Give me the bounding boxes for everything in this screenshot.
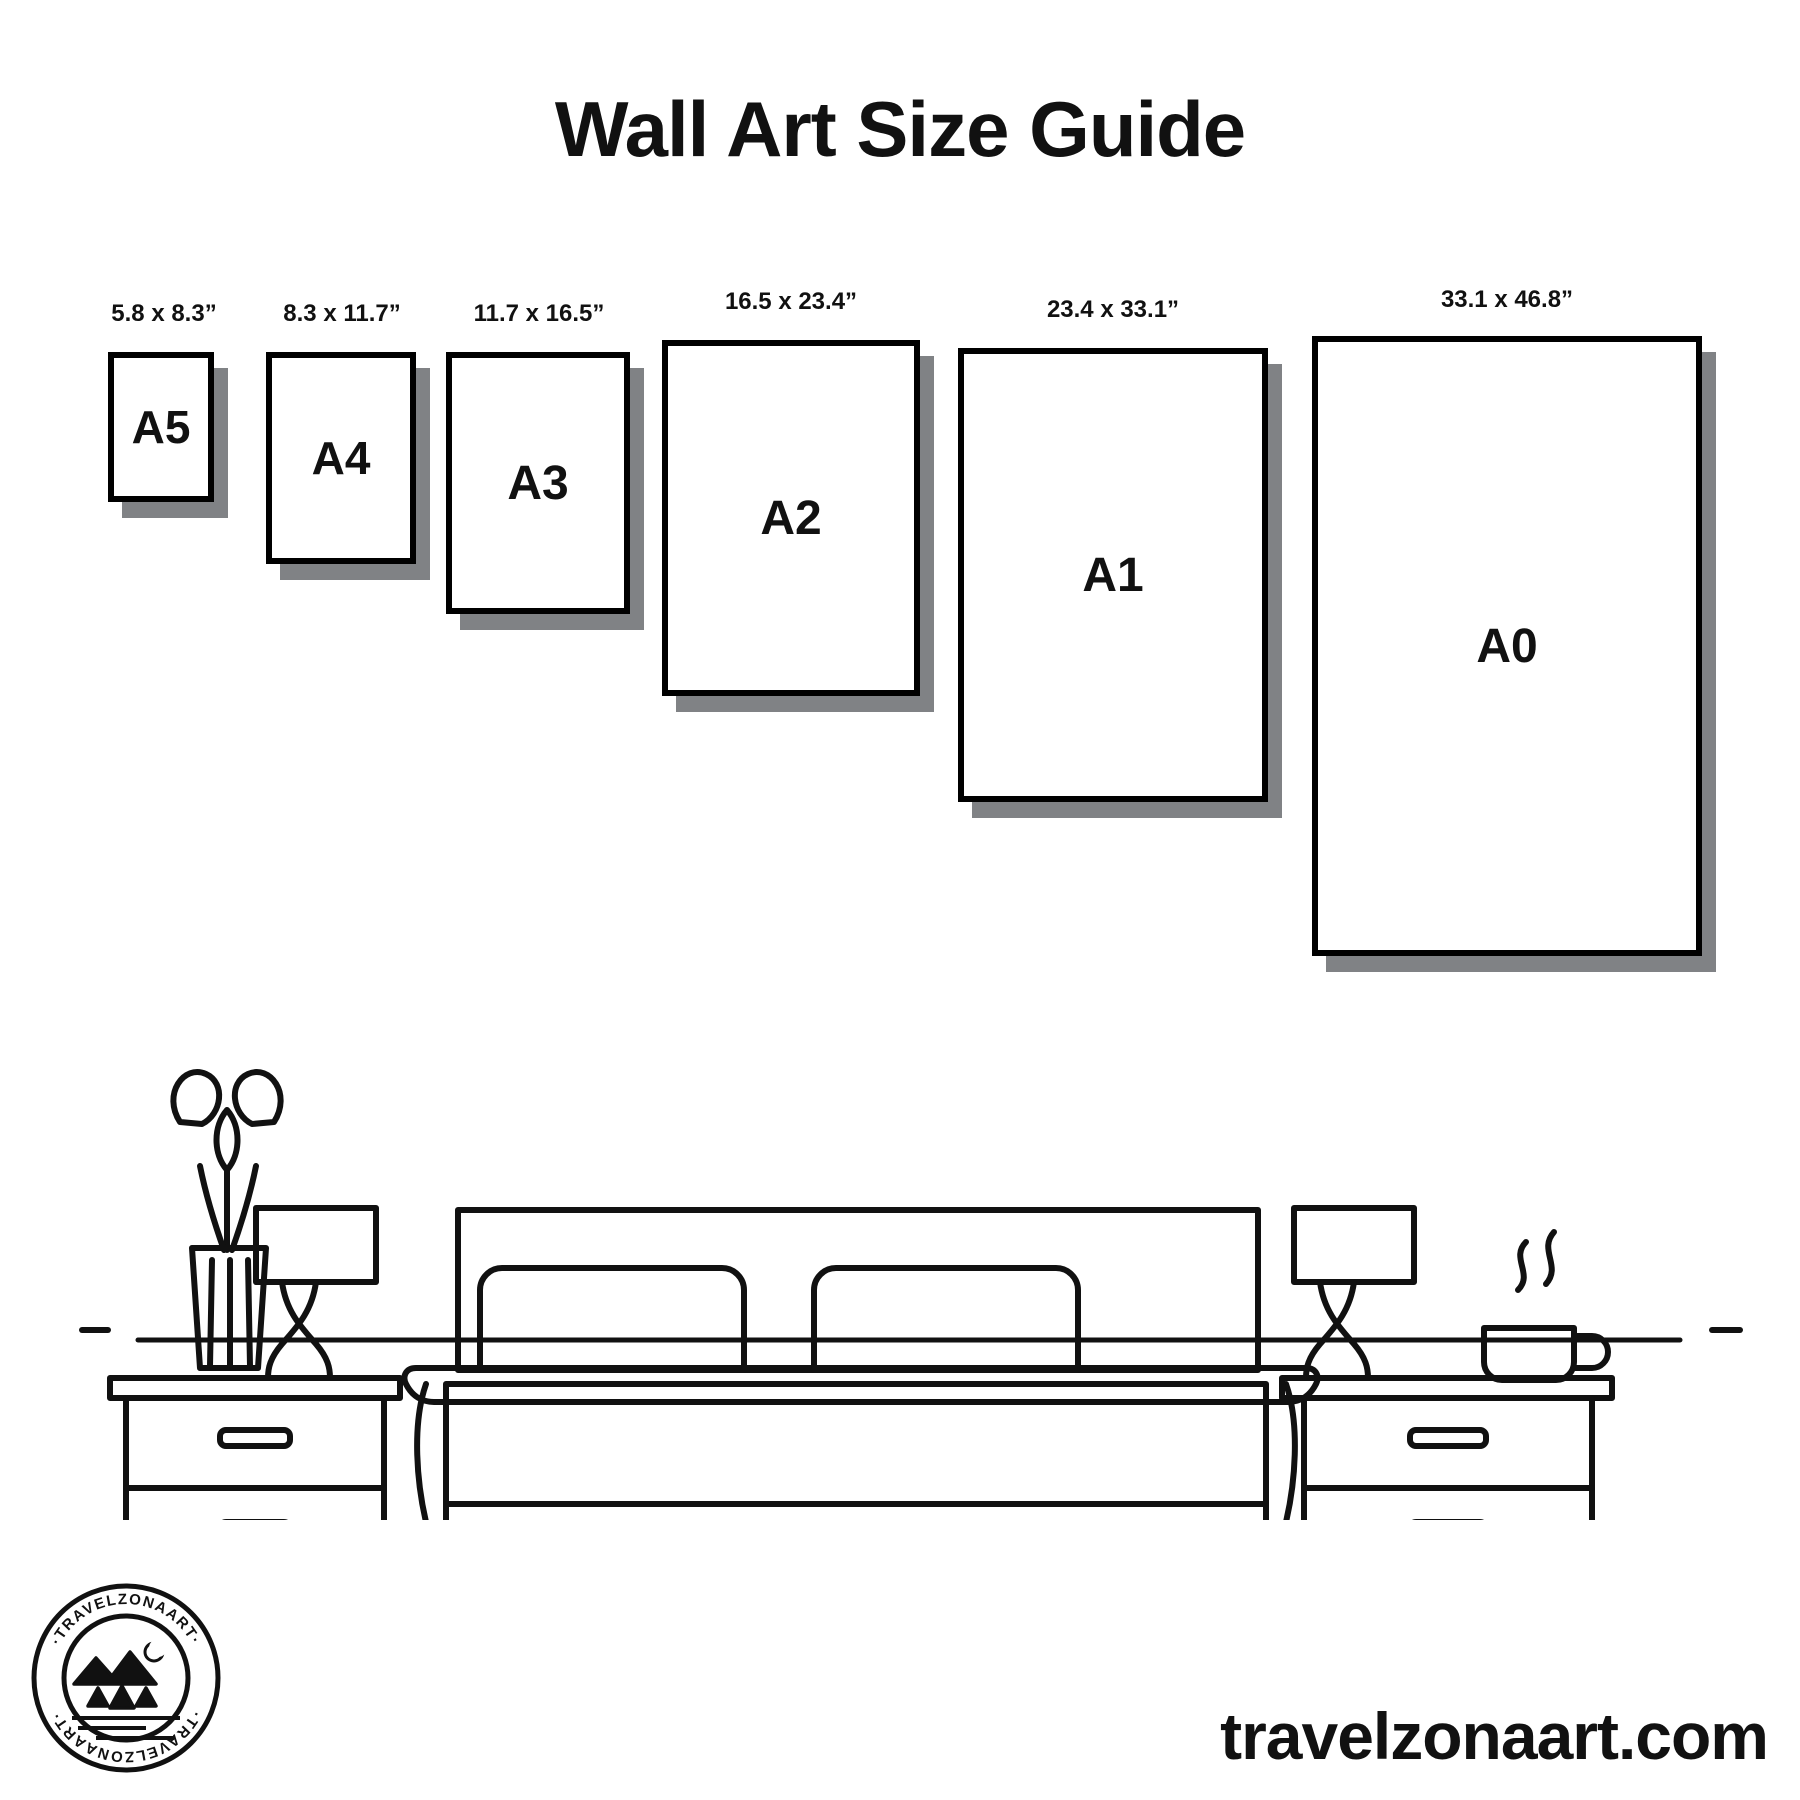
- poster-a3[interactable]: [446, 352, 630, 614]
- page-title: Wall Art Size Guide: [554, 85, 1246, 173]
- logo-text-bottom: ·TRAVELZONAART·: [47, 1707, 205, 1766]
- poster-dimension-a3: 11.7 x 16.5”: [473, 300, 605, 327]
- poster-dimension-a4: 8.3 x 11.7”: [283, 300, 401, 327]
- poster-label-a0: A0: [1476, 619, 1538, 673]
- poster-label-a2: A2: [760, 491, 822, 545]
- poster-frame: [108, 352, 214, 502]
- plant-vase: [173, 1072, 280, 1368]
- poster-frame: [662, 340, 920, 696]
- poster-frame: [266, 352, 416, 564]
- website-url[interactable]: travelzonaart.com: [1220, 1699, 1768, 1773]
- logo-mountain-scene: [72, 1639, 180, 1738]
- right-nightstand: [1282, 1378, 1612, 1520]
- logo-text-top: ·TRAVELZONAART·: [47, 1590, 205, 1649]
- bed: [404, 1210, 1317, 1520]
- bedroom-illustration: [60, 960, 1760, 1520]
- poster-a2[interactable]: [662, 340, 920, 696]
- poster-label-a1: A1: [1082, 548, 1144, 602]
- poster-a4[interactable]: [266, 352, 416, 564]
- poster-dimension-a5: 5.8 x 8.3”: [111, 300, 217, 327]
- poster-frame: [446, 352, 630, 614]
- poster-a0[interactable]: [1312, 336, 1702, 956]
- left-lamp: [256, 1208, 376, 1378]
- brand-logo[interactable]: [26, 1578, 226, 1778]
- poster-dimension-a0: 33.1 x 46.8”: [1440, 286, 1574, 313]
- poster-frame: [1312, 336, 1702, 956]
- poster-a1[interactable]: [958, 348, 1268, 802]
- left-nightstand: [110, 1378, 400, 1520]
- poster-label-a3: A3: [507, 456, 569, 510]
- coffee-cup: [1484, 1232, 1608, 1380]
- right-lamp: [1294, 1208, 1414, 1378]
- poster-frame: [958, 348, 1268, 802]
- poster-dimension-a1: 23.4 x 33.1”: [1046, 296, 1180, 323]
- poster-a5[interactable]: [108, 352, 214, 502]
- poster-label-a4: A4: [311, 432, 371, 484]
- poster-dimension-a2: 16.5 x 23.4”: [724, 288, 858, 315]
- poster-label-a5: A5: [131, 401, 191, 453]
